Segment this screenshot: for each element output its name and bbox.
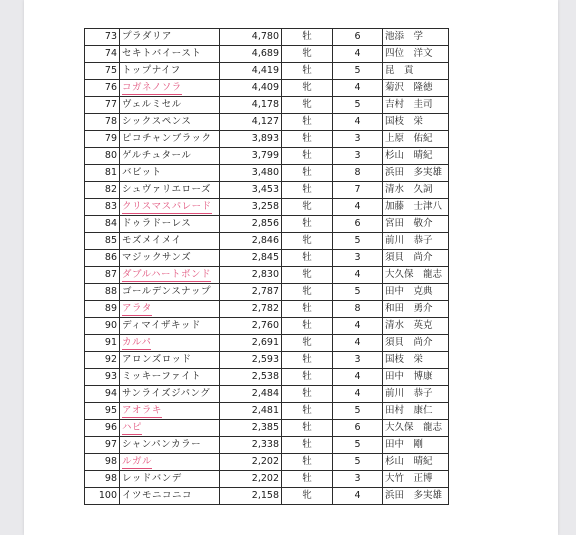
trainer-cell: 大竹 正博 (383, 471, 449, 488)
rank-cell: 90 (85, 318, 120, 335)
trainer-cell: 国枝 栄 (383, 352, 449, 369)
prize-money-cell: 3,480 (220, 165, 282, 182)
age-cell: 3 (333, 471, 383, 488)
age-cell: 4 (333, 80, 383, 97)
age-cell: 5 (333, 403, 383, 420)
age-cell: 3 (333, 352, 383, 369)
rank-cell: 94 (85, 386, 120, 403)
prize-money-cell: 2,846 (220, 233, 282, 250)
age-cell: 3 (333, 131, 383, 148)
document-page (24, 0, 558, 535)
table-row (85, 97, 449, 114)
sex-cell: 牡 (282, 454, 333, 471)
sex-cell: 牡 (282, 63, 333, 80)
age-cell: 6 (333, 216, 383, 233)
table-row (85, 318, 449, 335)
table-row (85, 131, 449, 148)
table-row (85, 233, 449, 250)
horse-name-cell: ゲルチュタール (120, 148, 220, 165)
horse-name-cell: プラダリア (120, 29, 220, 46)
table-row (85, 386, 449, 403)
horse-name-cell: セキトバイースト (120, 46, 220, 63)
prize-money-cell: 3,893 (220, 131, 282, 148)
prize-money-cell: 2,787 (220, 284, 282, 301)
trainer-cell: 田中 剛 (383, 437, 449, 454)
horse-name-cell (120, 199, 220, 216)
age-cell: 4 (333, 488, 383, 505)
trainer-cell: 宮田 敬介 (383, 216, 449, 233)
sex-cell: 牡 (282, 182, 333, 199)
sex-cell: 牡 (282, 318, 333, 335)
table-row (85, 420, 449, 437)
sex-cell: 牝 (282, 199, 333, 216)
trainer-cell: 前川 恭子 (383, 386, 449, 403)
sex-cell: 牡 (282, 369, 333, 386)
trainer-cell: 浜田 多実雄 (383, 165, 449, 182)
highlighted-horse-name: クリスマスパレード (122, 201, 212, 212)
rank-cell: 83 (85, 199, 120, 216)
sex-cell: 牡 (282, 420, 333, 437)
age-cell: 8 (333, 301, 383, 318)
rank-cell: 95 (85, 403, 120, 420)
prize-money-cell: 2,481 (220, 403, 282, 420)
rank-cell: 81 (85, 165, 120, 182)
horse-name-cell: モズメイメイ (120, 233, 220, 250)
table-row (85, 63, 449, 80)
sex-cell: 牡 (282, 148, 333, 165)
table-row (85, 250, 449, 267)
rank-cell: 89 (85, 301, 120, 318)
sex-cell: 牡 (282, 386, 333, 403)
prize-money-cell: 4,689 (220, 46, 282, 63)
prize-money-cell: 2,593 (220, 352, 282, 369)
horse-name-cell: ピコチャンブラック (120, 131, 220, 148)
rank-cell: 80 (85, 148, 120, 165)
trainer-cell: 大久保 龍志 (383, 420, 449, 437)
age-cell: 5 (333, 233, 383, 250)
prize-money-cell: 3,453 (220, 182, 282, 199)
table-row (85, 216, 449, 233)
horse-name-cell: マジックサンズ (120, 250, 220, 267)
age-cell: 5 (333, 284, 383, 301)
rank-cell: 88 (85, 284, 120, 301)
horse-name-cell: ドゥラドーレス (120, 216, 220, 233)
rank-cell: 98 (85, 454, 120, 471)
trainer-cell: 菊沢 隆徳 (383, 80, 449, 97)
highlighted-horse-name: ダブルハートボンド (122, 269, 211, 280)
sex-cell: 牡 (282, 29, 333, 46)
age-cell: 6 (333, 420, 383, 437)
trainer-cell: 田村 康仁 (383, 403, 449, 420)
sex-cell: 牝 (282, 335, 333, 352)
horse-name-cell: シュヴァリエローズ (120, 182, 220, 199)
horse-name-cell: トップナイフ (120, 63, 220, 80)
table-row (85, 454, 449, 471)
prize-money-cell: 2,856 (220, 216, 282, 233)
rank-cell: 97 (85, 437, 120, 454)
table-row (85, 46, 449, 63)
horse-name-cell: イツモニコニコ (120, 488, 220, 505)
trainer-cell: 池添 学 (383, 29, 449, 46)
table-row (85, 148, 449, 165)
rank-cell: 76 (85, 80, 120, 97)
horse-name-cell (120, 335, 220, 352)
sex-cell: 牝 (282, 46, 333, 63)
rank-cell: 91 (85, 335, 120, 352)
age-cell: 5 (333, 63, 383, 80)
rank-cell: 98 (85, 471, 120, 488)
trainer-cell: 杉山 晴紀 (383, 454, 449, 471)
trainer-cell: 加藤 士津八 (383, 199, 449, 216)
prize-money-cell: 4,178 (220, 97, 282, 114)
prize-money-cell: 4,127 (220, 114, 282, 131)
table-row (85, 369, 449, 386)
horse-name-cell: バビット (120, 165, 220, 182)
age-cell: 8 (333, 165, 383, 182)
table-row (85, 471, 449, 488)
horse-name-cell: サンライズジパング (120, 386, 220, 403)
table-row (85, 267, 449, 284)
trainer-cell: 吉村 圭司 (383, 97, 449, 114)
age-cell: 5 (333, 454, 383, 471)
age-cell: 6 (333, 29, 383, 46)
trainer-cell: 須貝 尚介 (383, 250, 449, 267)
horse-name-cell: シャンパンカラー (120, 437, 220, 454)
table-row (85, 199, 449, 216)
trainer-cell: 浜田 多実雄 (383, 488, 449, 505)
table-row (85, 114, 449, 131)
table-row (85, 352, 449, 369)
rank-cell: 85 (85, 233, 120, 250)
age-cell: 4 (333, 318, 383, 335)
rank-cell: 92 (85, 352, 120, 369)
prize-money-cell: 2,158 (220, 488, 282, 505)
sex-cell: 牝 (282, 97, 333, 114)
trainer-cell: 田中 克典 (383, 284, 449, 301)
prize-money-cell: 4,419 (220, 63, 282, 80)
prize-money-cell: 2,782 (220, 301, 282, 318)
sex-cell: 牡 (282, 352, 333, 369)
trainer-cell: 杉山 晴紀 (383, 148, 449, 165)
rank-cell: 100 (85, 488, 120, 505)
sex-cell: 牡 (282, 131, 333, 148)
prize-money-cell: 2,484 (220, 386, 282, 403)
rank-cell: 93 (85, 369, 120, 386)
age-cell: 4 (333, 114, 383, 131)
age-cell: 4 (333, 386, 383, 403)
age-cell: 4 (333, 46, 383, 63)
prize-money-cell: 2,202 (220, 471, 282, 488)
table-row (85, 80, 449, 97)
rank-cell: 82 (85, 182, 120, 199)
age-cell: 7 (333, 182, 383, 199)
table-row (85, 335, 449, 352)
trainer-cell: 昆 貢 (383, 63, 449, 80)
highlighted-horse-name: アラタ (122, 303, 152, 314)
prize-money-cell: 2,760 (220, 318, 282, 335)
prize-money-cell: 2,845 (220, 250, 282, 267)
horse-name-cell (120, 267, 220, 284)
age-cell: 4 (333, 267, 383, 284)
age-cell: 4 (333, 335, 383, 352)
age-cell: 5 (333, 437, 383, 454)
table-row (85, 488, 449, 505)
horse-name-cell (120, 301, 220, 318)
sex-cell: 牡 (282, 165, 333, 182)
horse-name-cell: レッドバンデ (120, 471, 220, 488)
sex-cell: 牝 (282, 80, 333, 97)
highlighted-horse-name: ハピ (122, 422, 143, 433)
horse-name-cell (120, 420, 220, 437)
trainer-cell: 田中 博康 (383, 369, 449, 386)
prize-money-cell: 2,538 (220, 369, 282, 386)
rank-cell: 74 (85, 46, 120, 63)
horse-name-cell (120, 80, 220, 97)
horse-name-cell: ディマイザキッド (120, 318, 220, 335)
trainer-cell: 清水 英克 (383, 318, 449, 335)
sex-cell: 牝 (282, 233, 333, 250)
prize-money-cell: 4,409 (220, 80, 282, 97)
horse-name-cell: アロンズロッド (120, 352, 220, 369)
sex-cell: 牡 (282, 301, 333, 318)
ranking-table (84, 28, 449, 505)
rank-cell: 79 (85, 131, 120, 148)
age-cell: 3 (333, 148, 383, 165)
prize-money-cell: 2,691 (220, 335, 282, 352)
sex-cell: 牝 (282, 488, 333, 505)
trainer-cell: 清水 久詞 (383, 182, 449, 199)
rank-cell: 84 (85, 216, 120, 233)
prize-money-cell: 4,780 (220, 29, 282, 46)
horse-name-cell: ゴールデンスナップ (120, 284, 220, 301)
table-row (85, 437, 449, 454)
highlighted-horse-name: ルガル (122, 456, 153, 467)
trainer-cell: 国枝 栄 (383, 114, 449, 131)
prize-money-cell: 3,258 (220, 199, 282, 216)
rank-cell: 75 (85, 63, 120, 80)
rank-cell: 96 (85, 420, 120, 437)
age-cell: 5 (333, 97, 383, 114)
rank-cell: 78 (85, 114, 120, 131)
trainer-cell: 上原 佑紀 (383, 131, 449, 148)
table-row (85, 165, 449, 182)
ranking-table-body (85, 29, 449, 505)
sex-cell: 牡 (282, 403, 333, 420)
trainer-cell: 大久保 龍志 (383, 267, 449, 284)
prize-money-cell: 3,799 (220, 148, 282, 165)
highlighted-horse-name: コガネノソラ (122, 82, 182, 93)
rank-cell: 77 (85, 97, 120, 114)
age-cell: 4 (333, 199, 383, 216)
rank-cell: 73 (85, 29, 120, 46)
sex-cell: 牡 (282, 437, 333, 454)
table-row (85, 301, 449, 318)
trainer-cell: 四位 洋文 (383, 46, 449, 63)
prize-money-cell: 2,830 (220, 267, 282, 284)
sex-cell: 牝 (282, 267, 333, 284)
sex-cell: 牡 (282, 250, 333, 267)
highlighted-horse-name: アオラキ (122, 405, 162, 416)
age-cell: 3 (333, 250, 383, 267)
prize-money-cell: 2,385 (220, 420, 282, 437)
horse-name-cell (120, 403, 220, 420)
sex-cell: 牡 (282, 114, 333, 131)
prize-money-cell: 2,202 (220, 454, 282, 471)
sex-cell: 牝 (282, 284, 333, 301)
horse-name-cell: ミッキーファイト (120, 369, 220, 386)
highlighted-horse-name: カルパ (122, 337, 152, 348)
prize-money-cell: 2,338 (220, 437, 282, 454)
horse-name-cell: シックスペンス (120, 114, 220, 131)
rank-cell: 86 (85, 250, 120, 267)
horse-name-cell: ヴェルミセル (120, 97, 220, 114)
rank-cell: 87 (85, 267, 120, 284)
table-row (85, 29, 449, 46)
sex-cell: 牡 (282, 471, 333, 488)
age-cell: 4 (333, 369, 383, 386)
trainer-cell: 前川 恭子 (383, 233, 449, 250)
table-row (85, 182, 449, 199)
horse-name-cell (120, 454, 220, 471)
table-row (85, 403, 449, 420)
trainer-cell: 和田 勇介 (383, 301, 449, 318)
sex-cell: 牡 (282, 216, 333, 233)
trainer-cell: 須貝 尚介 (383, 335, 449, 352)
table-row (85, 284, 449, 301)
